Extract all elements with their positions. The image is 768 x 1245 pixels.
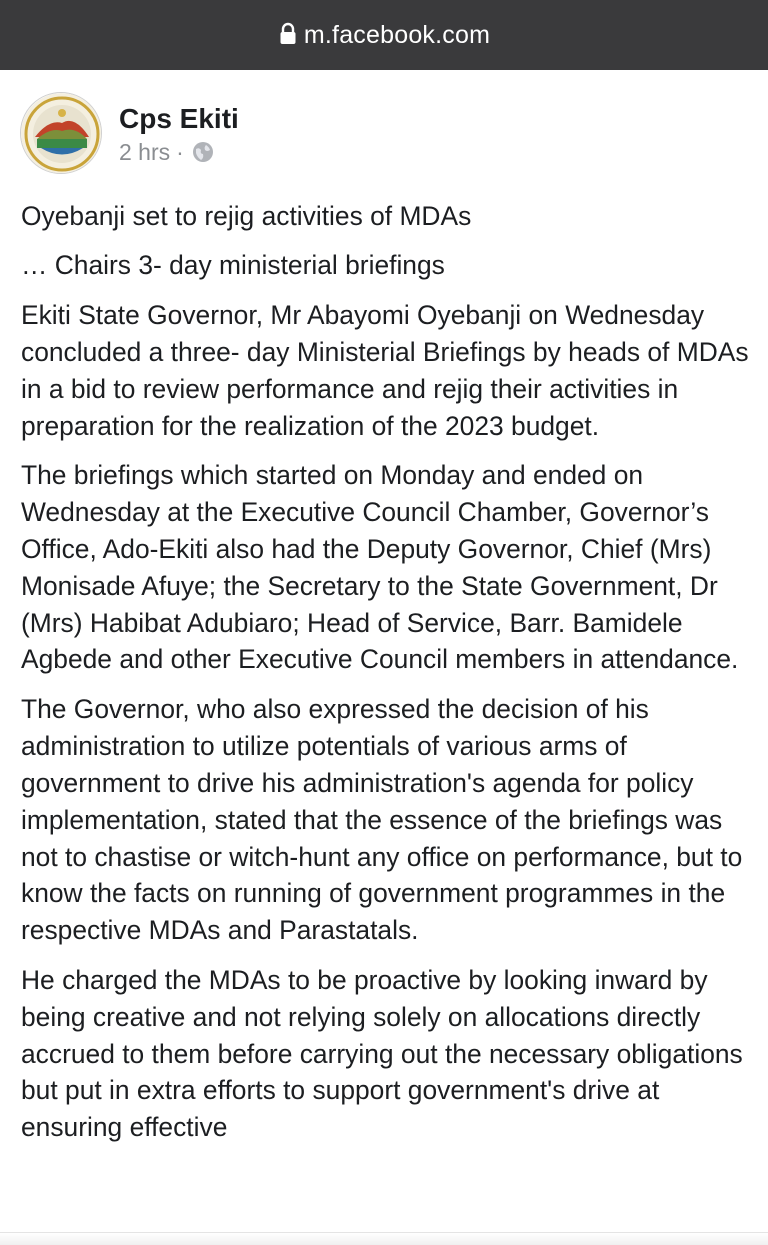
author-name[interactable]: Cps Ekiti [119, 103, 239, 134]
post-paragraph: He charged the MDAs to be proactive by looking inward by being creative and not relying solely on allocations directly accrued to them before carrying out the necessary obligations but put in extra efforts to support government's drive at ensuring effective [21, 964, 743, 1143]
meta-separator: · [176, 139, 184, 165]
author-block [119, 102, 239, 166]
post-subheadline: … Chairs 3- day ministerial briefings [21, 250, 445, 281]
avatar[interactable] [20, 92, 102, 174]
browser-url-bar[interactable] [0, 0, 768, 70]
post-header [20, 92, 239, 174]
post-headline: Oyebanji set to rejig activities of MDAs [21, 201, 472, 231]
post-time[interactable]: 2 hrs [119, 139, 171, 165]
post-body [21, 198, 756, 1159]
post-paragraph: Ekiti State Governor, Mr Abayomi Oyebanji on Wednesday concluded a three- day Ministerial Briefings by heads of MDAs in a bid to review performance and rejig their activities in preparation for the realization of the 2023 budget. [21, 299, 749, 441]
url-text: m.facebook.com [303, 20, 491, 49]
post-paragraph: The Governor, who also expressed the decision of his administration to utilize potentials of various arms of government to drive his administration's agenda for policy implementation, stated that the essence of the briefings was not to chastise or witch-hunt any office on performance, but to know the facts on running of government programmes in the respective MDAs and Parastatals. [21, 693, 743, 946]
url-display[interactable] [278, 21, 490, 50]
globe-icon [192, 141, 214, 163]
lock-icon [278, 22, 298, 46]
post-meta [119, 138, 239, 166]
bottom-edge [0, 1232, 768, 1245]
post-paragraph: The briefings which started on Monday and ended on Wednesday at the Executive Council Chamber, Governor’s Office, Ado-Ekiti also had the Deputy Governor, Chief (Mrs) Monisade Afuye; the Secretary to the State Government, Dr (Mrs) Habibat Adubiaro; Head of Service, Barr. Bamidele Agbede and other Executive Council members in attendance. [21, 459, 739, 675]
